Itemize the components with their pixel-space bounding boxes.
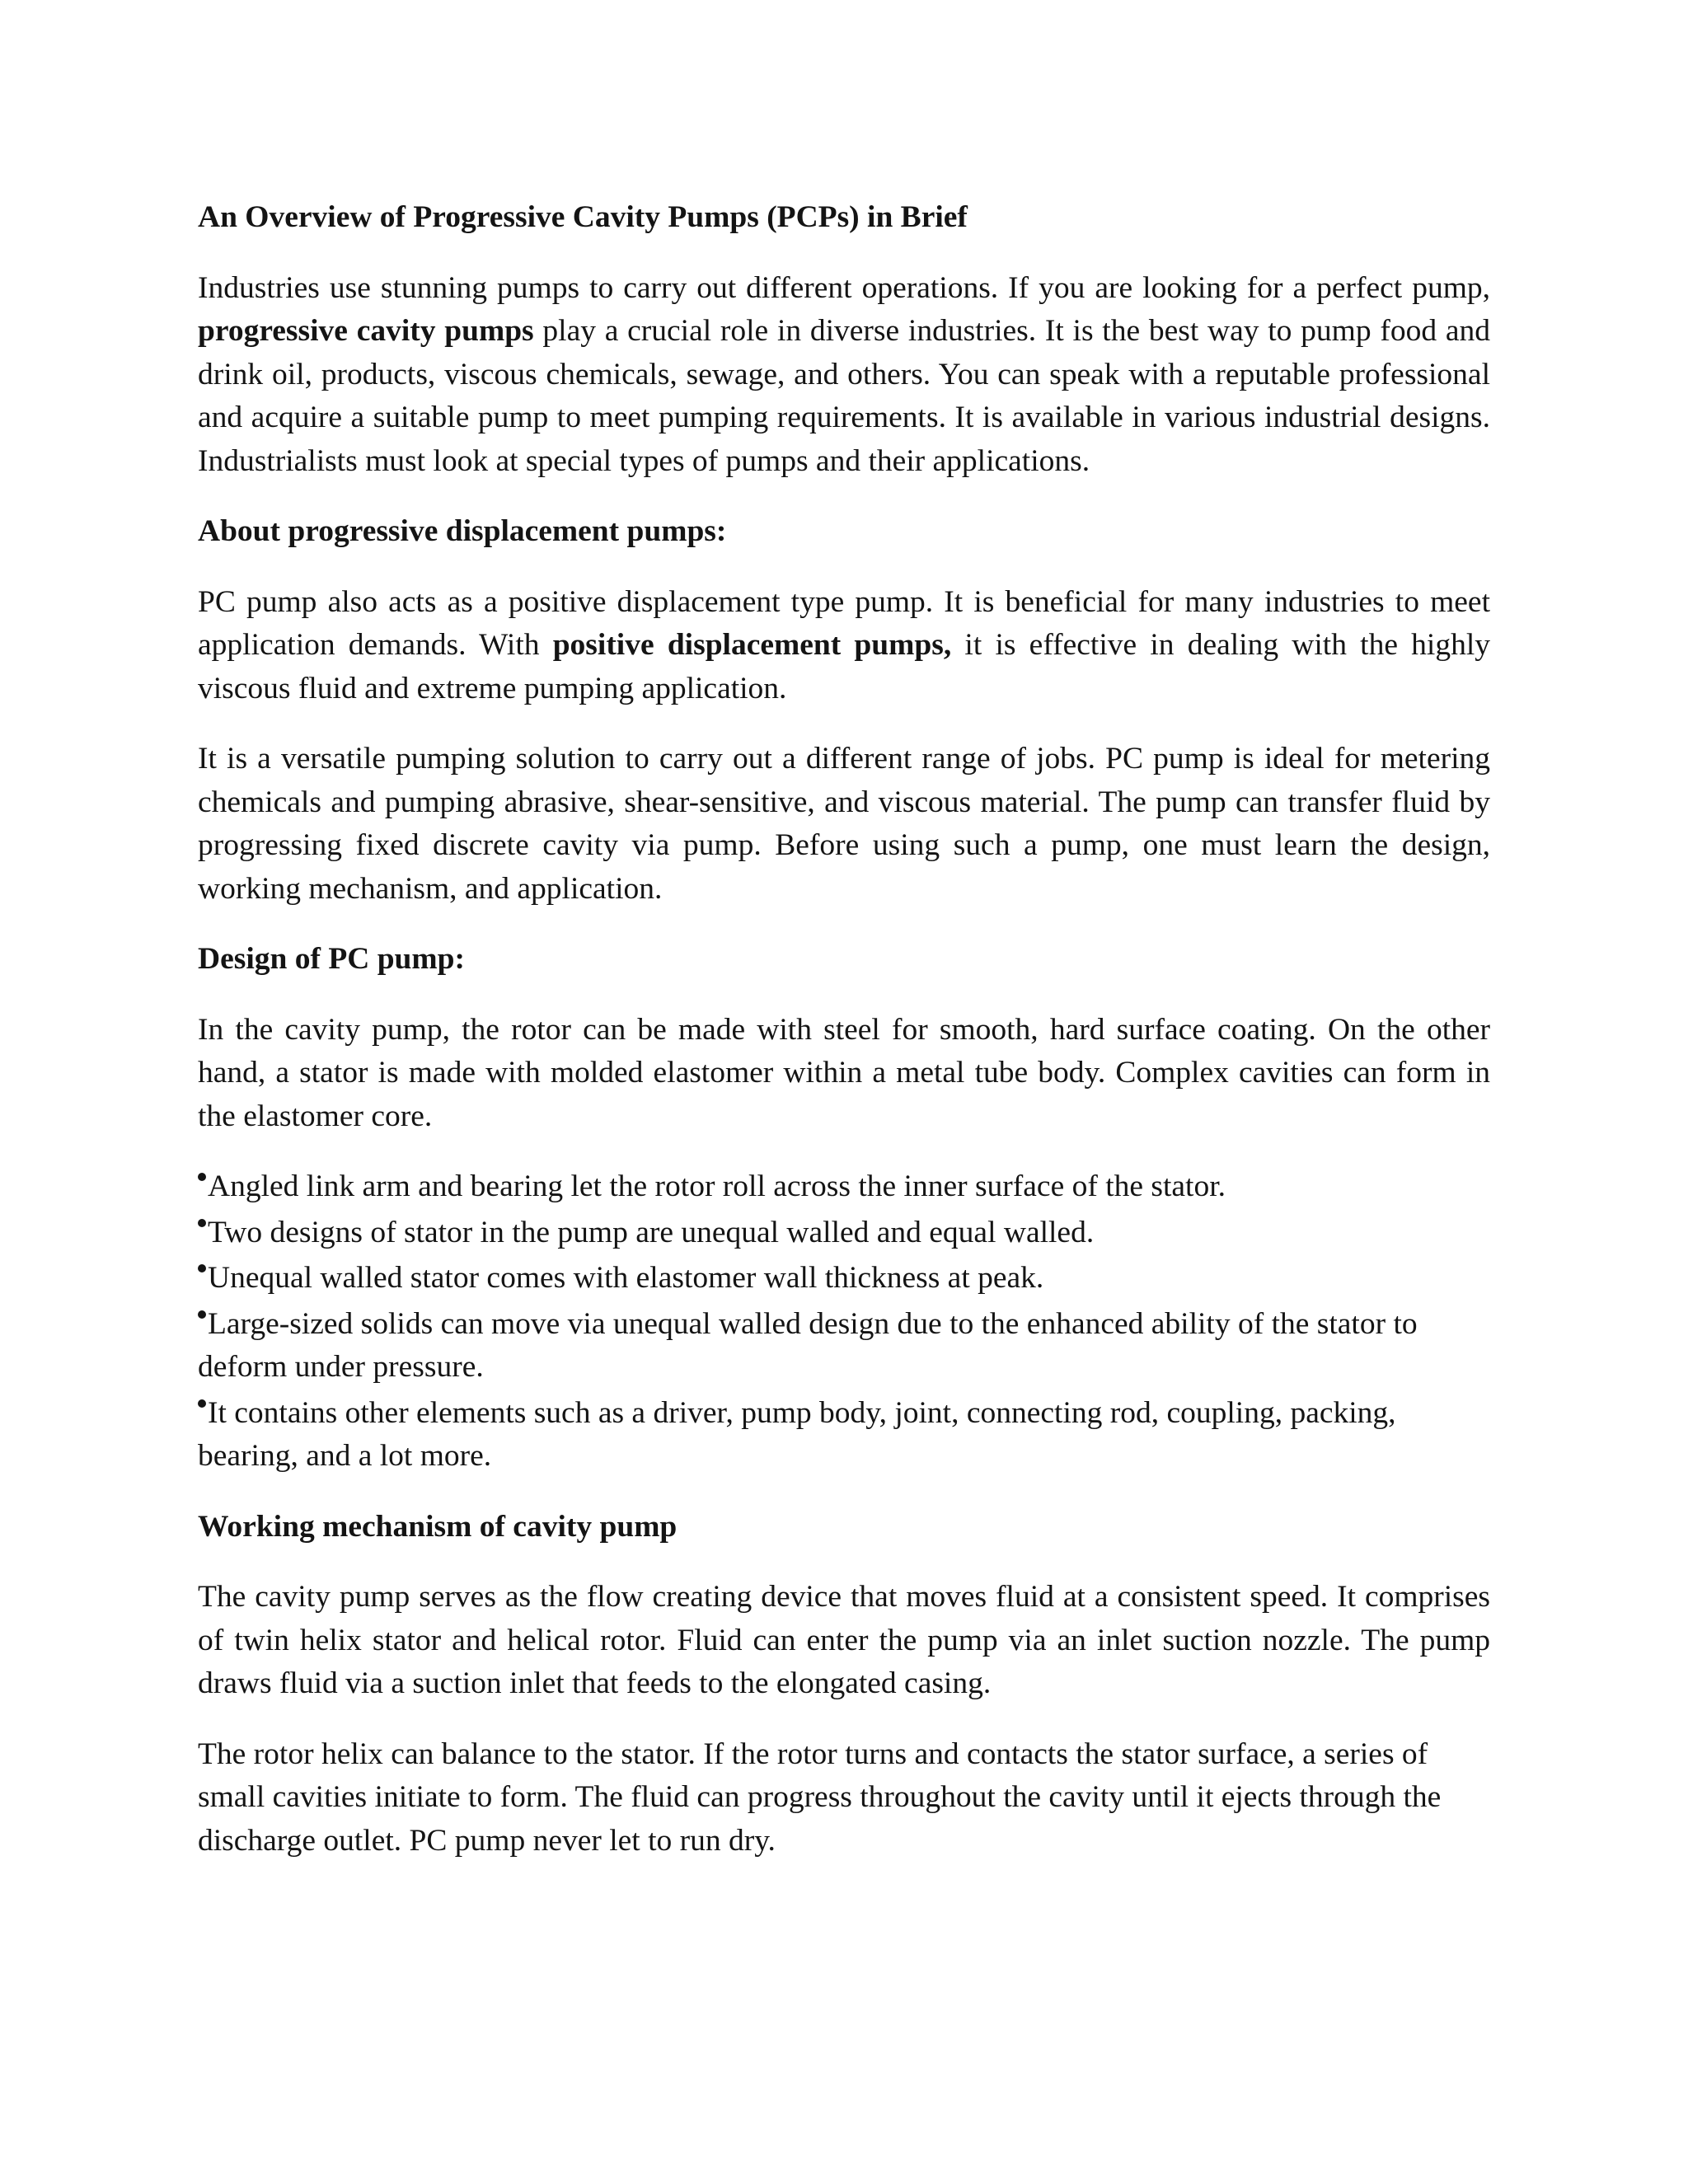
intro-bold-term: progressive cavity pumps xyxy=(198,314,534,348)
bullet-dot-icon xyxy=(198,1399,206,1408)
document-page xyxy=(198,196,1490,1890)
bullet-item xyxy=(198,1212,1490,1255)
bullet-dot-icon xyxy=(198,1310,206,1319)
document-title: An Overview of Progressive Cavity Pumps (PCPs) in Brief xyxy=(198,200,968,234)
about-p1-bold-term: positive displacement pumps, xyxy=(552,628,952,662)
bullet-item xyxy=(198,1392,1490,1479)
bullet-dot-icon xyxy=(198,1219,206,1227)
about-p1-text-part1: PC pump also acts as a positive displacement type pump. It is beneficial for many industries to meet application demands. With xyxy=(198,584,1490,662)
design-paragraph-1: In the cavity pump, the rotor can be made with steel for smooth, hard surface coating. On the other hand, a stator is made with molded elastomer within a metal tube body. Complex cavities can form in the elastomer core. xyxy=(198,1012,1490,1133)
working-paragraph-2: The rotor helix can balance to the stator. If the rotor turns and contacts the stator surface, a series of small cavities initiate to form. The fluid can progress throughout the cavity until it ejects through the discharge outlet. PC pump never let to run dry. xyxy=(198,1736,1442,1858)
heading-working: Working mechanism of cavity pump xyxy=(198,1509,678,1544)
bullet-text: Angled link arm and bearing let the rotor roll across the inner surface of the stator. xyxy=(208,1169,1226,1203)
intro-paragraph xyxy=(198,267,1490,484)
about-paragraph-1 xyxy=(198,581,1490,711)
bullet-text: It contains other elements such as a driver, pump body, joint, connecting rod, coupling, packing, bearing, and a lot more. xyxy=(198,1395,1396,1473)
about-paragraph-2: It is a versatile pumping solution to carry out a different range of jobs. PC pump is ideal for metering chemicals and pumping abrasive, shear-sensitive, and viscous material. The pump can transfer fluid by progressing fixed discrete cavity via pump. Before using such a pump, one must learn the design, working mechanism, and application. xyxy=(198,742,1490,906)
bullet-item xyxy=(198,1257,1490,1301)
heading-about: About progressive displacement pumps: xyxy=(198,514,727,548)
bullet-text: Two designs of stator in the pump are unequal walled and equal walled. xyxy=(208,1215,1095,1249)
bullet-dot-icon xyxy=(198,1173,206,1181)
about-p1-text-part2: it is effective in dealing with the highly viscous fluid and extreme pumping application. xyxy=(198,628,1491,705)
bullet-dot-icon xyxy=(198,1264,206,1272)
bullet-text: Large-sized solids can move via unequal walled design due to the enhanced ability of the stator to deform under pressure. xyxy=(198,1306,1418,1384)
bullet-text: Unequal walled stator comes with elastomer wall thickness at peak. xyxy=(208,1261,1044,1295)
working-paragraph-1: The cavity pump serves as the flow creating device that moves fluid at a consistent speed. It comprises of twin helix stator and helical rotor. Fluid can enter the pump via an inlet suction nozzle. The pump draws fluid via a suction inlet that feeds to the elongated casing. xyxy=(198,1580,1490,1700)
heading-design: Design of PC pump: xyxy=(198,942,465,976)
intro-text-part1: Industries use stunning pumps to carry out different operations. If you are looking for a perfect pump, xyxy=(198,270,1490,305)
bullet-item xyxy=(198,1165,1490,1209)
bullet-item xyxy=(198,1303,1490,1390)
design-bullet-list xyxy=(198,1165,1490,1479)
intro-text-part2: play a crucial role in diverse industries. It is the best way to pump food and drink oil, products, viscous chemicals, sewage, and others. You can speak with a reputable professional and acquire a suitable pump to meet pumping requirements. It is available in various industrial designs. Industrialists must look at special types of pumps and their applications. xyxy=(198,314,1490,478)
